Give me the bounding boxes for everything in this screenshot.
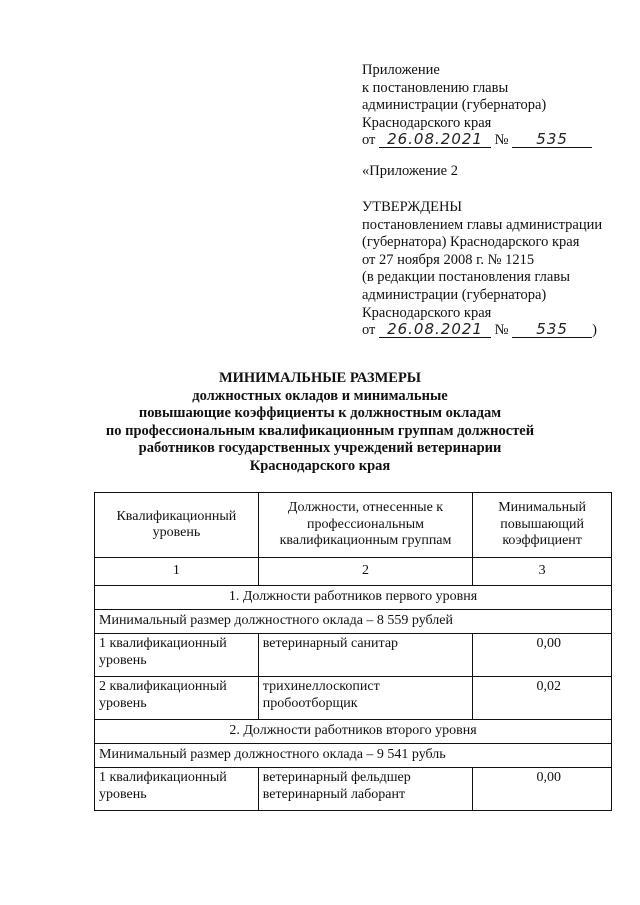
salary-text: Минимальный размер должностного оклада – 9 541 рубль <box>95 744 612 768</box>
salary-row <box>95 744 612 768</box>
header-date-line <box>362 132 592 150</box>
header-line: администрации (губернатора) <box>362 97 547 114</box>
handwritten-number: 535 <box>512 322 592 338</box>
title-line: Краснодарского края <box>249 457 391 474</box>
column-number: 2 <box>258 558 472 586</box>
number-label: № <box>494 322 509 339</box>
from-label: от <box>362 132 376 149</box>
title-line: должностных окладов и минимальные <box>192 387 448 404</box>
salary-text: Минимальный размер должностного оклада – 8 559 рублей <box>95 610 612 634</box>
section-title: 1. Должности работников первого уровня <box>95 586 612 610</box>
table-header-row <box>95 493 612 558</box>
coefficient-cell: 0,00 <box>473 768 612 811</box>
approval-line: постановлением главы администрации <box>362 216 603 233</box>
positions-cell: ветеринарный фельдшер ветеринарный лаборант <box>258 768 472 811</box>
approval-line: (губернатора) Краснодарского края <box>362 234 580 251</box>
salary-row <box>95 610 612 634</box>
handwritten-date: 26.08.2021 <box>379 322 491 338</box>
header-block <box>362 62 592 150</box>
section-title: 2. Должности работников второго уровня <box>95 720 612 744</box>
approval-date-line <box>362 322 602 340</box>
column-number-row <box>95 558 612 586</box>
header-line: Краснодарского края <box>362 114 492 131</box>
section-title-row <box>95 586 612 610</box>
appendix-label: «Приложение 2 <box>362 163 458 179</box>
number-label: № <box>494 132 509 149</box>
header-cell-coefficient: Минимальный повышающий коэффициент <box>473 493 612 558</box>
approval-line: (в редакции постановления главы <box>362 269 570 286</box>
header-line: к постановлению главы <box>362 79 509 96</box>
from-label: от <box>362 322 376 339</box>
table-row <box>95 677 612 720</box>
approval-line: администрации (губернатора) <box>362 286 547 303</box>
level-cell: 1 квалификационный уровень <box>95 768 259 811</box>
header-cell-level: Квалификационный уровень <box>95 493 259 558</box>
title-line: повышающие коэффициенты к должностным окладам <box>138 405 502 422</box>
header-cell-positions: Должности, отнесенные к профессиональным квалификационным группам <box>258 493 472 558</box>
table-row <box>95 768 612 811</box>
section-title-row <box>95 720 612 744</box>
column-number: 1 <box>95 558 259 586</box>
coefficient-cell: 0,00 <box>473 634 612 677</box>
approval-block <box>362 199 602 340</box>
level-cell: 2 квалификационный уровень <box>95 677 259 720</box>
approval-line: от 27 ноября 2008 г. № 1215 <box>362 251 535 268</box>
positions-cell: трихинеллоскопист пробоотборщик <box>258 677 472 720</box>
close-paren: ) <box>592 322 597 339</box>
title-line: по профессиональным квалификационным группам должностей <box>105 422 535 439</box>
title-line: МИНИМАЛЬНЫЕ РАЗМЕРЫ <box>218 370 422 386</box>
handwritten-date: 26.08.2021 <box>379 132 491 148</box>
handwritten-number: 535 <box>512 132 592 148</box>
header-line: Приложение <box>362 62 440 78</box>
title-line: работников государственных учреждений ветеринарии <box>138 440 502 457</box>
positions-cell: ветеринарный санитар <box>258 634 472 677</box>
approved-heading: УТВЕРЖДЕНЫ <box>362 199 463 215</box>
table-row <box>95 634 612 677</box>
salary-table <box>94 492 612 811</box>
level-cell: 1 квалификационный уровень <box>95 634 259 677</box>
coefficient-cell: 0,02 <box>473 677 612 720</box>
appendix-block <box>362 163 458 181</box>
approval-line: Краснодарского края <box>362 304 492 321</box>
document-title <box>0 370 640 476</box>
column-number: 3 <box>473 558 612 586</box>
